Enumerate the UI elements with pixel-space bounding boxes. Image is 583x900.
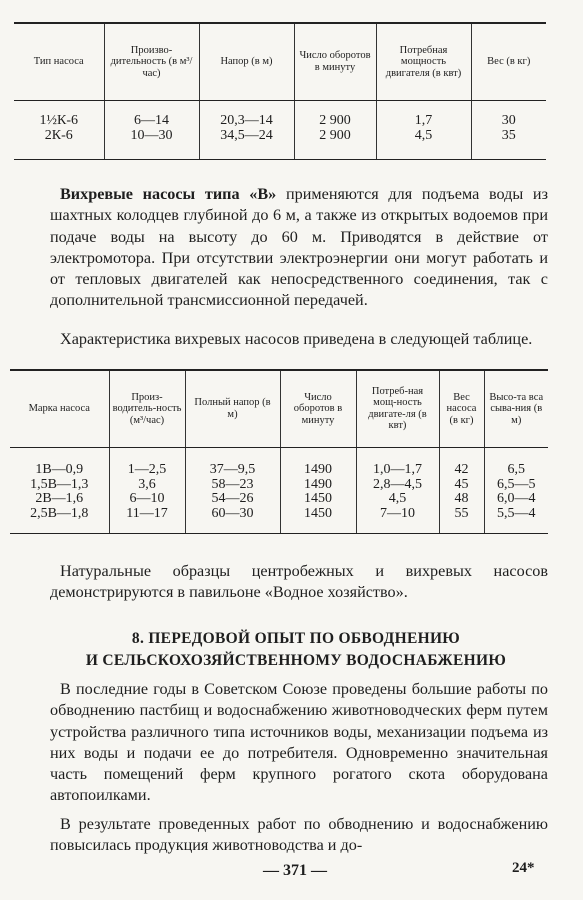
table-cell: 1,7 — [376, 114, 471, 129]
table-cell: 1490 — [280, 463, 356, 478]
table-cell: 2,5В—1,8 — [10, 507, 109, 534]
table-row — [10, 507, 548, 534]
section-heading-line: И СЕЛЬСКОХОЗЯЙСТВЕННОМУ ВОДОСНАБЖЕНИЮ — [85, 652, 507, 669]
table-row — [14, 129, 546, 160]
table-row — [10, 463, 548, 478]
section-paragraph: В последние годы в Советском Союзе проведены большие работы по обводнению пастбищ и водоснабжению животноводческих ферм путем устройства различного типа источников воды, механизации подъема из них воды и подачи ее до потребителя. Одновременно значительная часть помещений ферм крупного рогатого скота оборудована автопоилками. — [50, 680, 548, 805]
column-header: Вес (в кг) — [471, 23, 546, 100]
table-cell: 1,5В—1,3 — [10, 478, 109, 493]
column-header: Напор (в м) — [199, 23, 294, 100]
column-header: Число оборотов в минуту — [280, 370, 356, 447]
table-cell: 45 — [439, 478, 484, 493]
table-intro-paragraph: Характеристика вихревых насосов приведена в следующей таблице. — [60, 330, 533, 348]
table-cell: 20,3—14 — [199, 114, 294, 129]
column-header: Потребная мощность двигателя (в квт) — [376, 23, 471, 100]
table-cell: 6—10 — [109, 492, 185, 507]
centrifugal-pumps-table — [14, 22, 546, 160]
column-header: Полный напор (в м) — [185, 370, 280, 447]
table-cell: 6,5 — [507, 462, 525, 477]
page-number: — 371 — — [263, 862, 327, 879]
table-cell: 1490 — [280, 478, 356, 493]
table-cell: 3,6 — [109, 478, 185, 493]
table-cell: 1½К-6 — [14, 114, 104, 129]
table-cell: 6,5—5 — [497, 476, 536, 492]
table-cell: 1450 — [280, 492, 356, 507]
table-cell: 5,5—4 — [484, 507, 548, 534]
section-heading-line: 8. ПЕРЕДОВОЙ ОПЫТ ПО ОБВОДНЕНИЮ — [131, 630, 461, 647]
column-header: Тип насоса — [14, 23, 104, 100]
table-cell: 1450 — [280, 507, 356, 534]
table-cell: 6,0—4 — [497, 491, 536, 506]
table-cell: 60—30 — [185, 507, 280, 534]
column-header: Марка насоса — [10, 370, 109, 447]
table-row — [10, 492, 548, 507]
vortex-pumps-term: Вихревые насосы типа «В» — [60, 185, 277, 203]
table-cell: 11—17 — [109, 507, 185, 534]
table-cell: 2К-6 — [14, 129, 104, 160]
table-cell: 1—2,5 — [109, 463, 185, 478]
column-header: Число оборотов в минуту — [294, 23, 376, 100]
table-header-row — [14, 23, 546, 100]
column-header: Высо-та вса сыва-ния (в м) — [484, 370, 548, 447]
table-row — [10, 478, 548, 493]
section-heading — [40, 628, 552, 672]
vortex-pumps-table — [10, 369, 548, 534]
table-cell: 10—30 — [104, 129, 199, 160]
table-cell: 2 900 — [294, 129, 376, 160]
table-cell: 6—14 — [104, 114, 199, 129]
table-cell: 55 — [439, 507, 484, 534]
table-cell: 1,0—1,7 — [356, 463, 439, 478]
table-cell: 37—9,5 — [185, 463, 280, 478]
column-header: Вес насоса (в кг) — [439, 370, 484, 447]
table-cell: 48 — [439, 492, 484, 507]
table-cell: 30 — [501, 113, 516, 128]
paragraph-text: применяются для подъема воды из шахтных колодцев глубиной до 6 м, а также из открытых водоемов при подаче воды на высоту до 60 м. Приводятся в действие от электромотора. При отсутствии электроэнергии они могут работать и от тепловых двигателей как непосредственного соединения, так с дополнительной трансмиссионной передачей. — [50, 185, 548, 310]
table-cell: 2,8—4,5 — [356, 478, 439, 493]
table-cell: 34,5—24 — [199, 129, 294, 160]
table-cell: 2 900 — [294, 114, 376, 129]
table-row — [14, 114, 546, 129]
column-header: Произво-дительность (в м³/час) — [104, 23, 199, 100]
column-header: Произ-водитель-ность (м³/час) — [109, 370, 185, 447]
column-header: Потреб-ная мощ-ность двигате-ля (в квт) — [356, 370, 439, 447]
table-cell: 7—10 — [356, 507, 439, 534]
table-header-row — [10, 370, 548, 447]
table-cell: 42 — [439, 463, 484, 478]
table-cell: 58—23 — [185, 478, 280, 493]
vortex-pumps-paragraph — [50, 184, 548, 312]
table-cell: 4,5 — [376, 129, 471, 160]
table-cell: 35 — [471, 129, 546, 160]
table-cell: 54—26 — [185, 492, 280, 507]
table-cell: 4,5 — [356, 492, 439, 507]
signature-mark: 24* — [512, 860, 535, 876]
section-paragraph: В результате проведенных работ по обводнению и водоснабжению повысилась продукция животноводства и до- — [50, 815, 548, 855]
exhibit-paragraph: Натуральные образцы центробежных и вихревых насосов демонстрируются в павильоне «Водное хозяйство». — [50, 562, 548, 602]
table-cell: 2В—1,6 — [10, 492, 109, 507]
table-cell: 1В—0,9 — [10, 463, 109, 478]
